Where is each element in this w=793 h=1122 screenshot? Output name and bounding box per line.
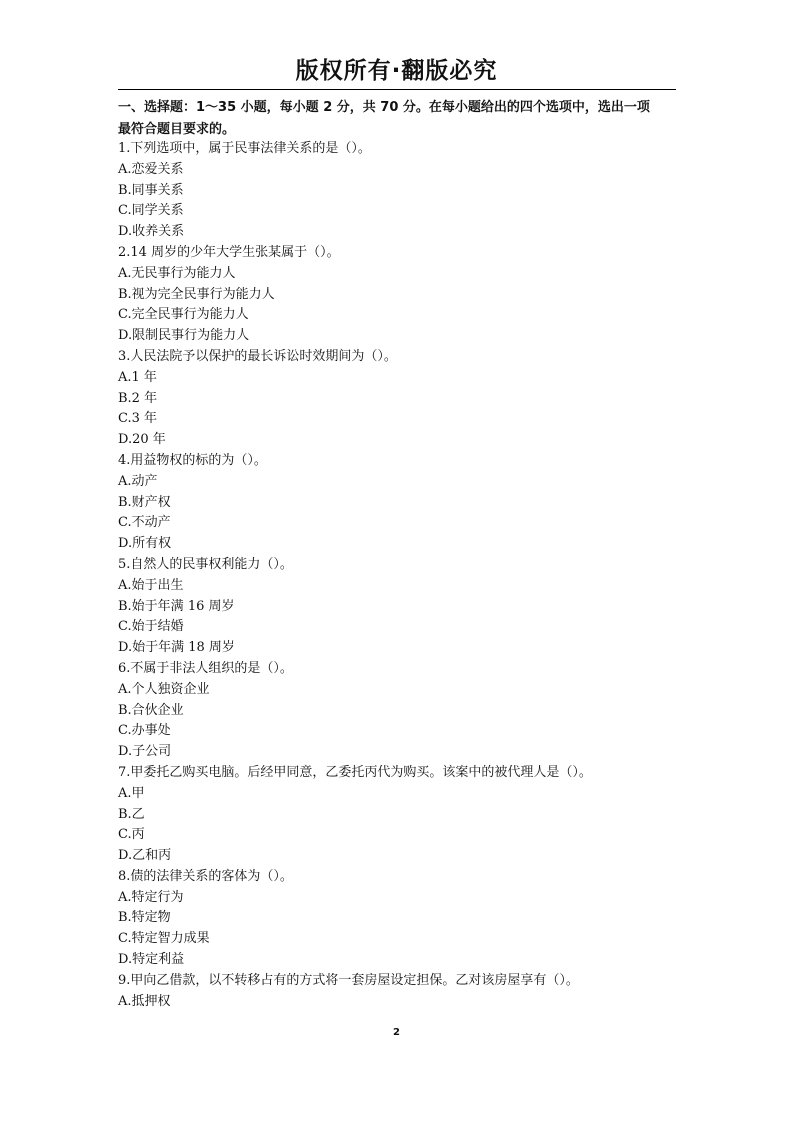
option-d: D.始于年满 18 周岁 xyxy=(118,640,235,656)
question-list xyxy=(118,139,678,1012)
page-header-title: 版权所有·翻版必究 xyxy=(295,58,498,84)
option-b: B.2 年 xyxy=(118,390,158,406)
question-3 xyxy=(118,347,678,451)
option-c: C.完全民事行为能力人 xyxy=(118,307,249,323)
option-c: C.办事处 xyxy=(118,723,171,739)
section-heading-line-2: 最符合题目要求的。 xyxy=(118,122,236,137)
question-stem: 6.不属于非法人组织的是（）。 xyxy=(118,660,293,676)
option-c: C.丙 xyxy=(118,827,145,843)
option-a: A.恋爱关系 xyxy=(118,161,184,177)
option-b: B.财产权 xyxy=(118,494,171,510)
option-b: B.合伙企业 xyxy=(118,702,184,718)
option-a: A.无民事行为能力人 xyxy=(118,265,236,281)
option-a: A.抵押权 xyxy=(118,993,171,1009)
option-c: C.特定智力成果 xyxy=(118,931,210,947)
section-heading xyxy=(118,97,680,141)
option-b: B.视为完全民事行为能力人 xyxy=(118,286,275,302)
option-d: D.收养关系 xyxy=(118,224,185,240)
question-stem: 1.下列选项中，属于民事法律关系的是（）。 xyxy=(118,141,371,156)
question-stem: 4.用益物权的标的为（）。 xyxy=(118,452,267,468)
option-c: C.3 年 xyxy=(118,411,158,427)
option-d: D.乙和丙 xyxy=(118,848,172,864)
question-stem: 5.自然人的民事权利能力（）。 xyxy=(118,556,293,572)
option-a: A.特定行为 xyxy=(118,889,184,905)
option-d: D.所有权 xyxy=(118,536,172,552)
question-2 xyxy=(118,243,678,347)
option-a: A.1 年 xyxy=(118,369,157,385)
option-c: C.不动产 xyxy=(118,515,171,531)
option-a: A.个人独资企业 xyxy=(118,681,210,697)
option-c: C.始于结婚 xyxy=(118,619,184,635)
question-1 xyxy=(118,139,678,243)
question-4 xyxy=(118,451,678,555)
page-number: 2 xyxy=(393,1027,400,1038)
option-d: D.子公司 xyxy=(118,744,172,760)
option-b: B.乙 xyxy=(118,806,145,822)
option-a: A.始于出生 xyxy=(118,577,184,593)
section-heading-line-1: 一、选择题：1～35 小题，每小题 2 分，共 70 分。在每小题给出的四个选项中，选出一项 xyxy=(118,100,650,115)
question-5 xyxy=(118,555,678,659)
question-stem: 2.14 周岁的少年大学生张某属于（）。 xyxy=(118,244,340,260)
option-c: C.同学关系 xyxy=(118,203,184,219)
option-d: D.特定利益 xyxy=(118,952,185,968)
question-7 xyxy=(118,763,678,867)
question-stem: 8.债的法律关系的客体为（）。 xyxy=(118,868,293,884)
option-a: A.动产 xyxy=(118,473,158,489)
question-8 xyxy=(118,867,678,971)
question-stem: 3.人民法院予以保护的最长诉讼时效期间为（）。 xyxy=(118,348,397,364)
option-a: A.甲 xyxy=(118,785,145,801)
question-stem: 9.甲向乙借款，以不转移占有的方式将一套房屋设定担保。乙对该房屋享有（）。 xyxy=(118,972,579,988)
question-stem: 7.甲委托乙购买电脑。后经甲同意，乙委托丙代为购买。该案中的被代理人是（）。 xyxy=(118,764,592,780)
option-b: B.同事关系 xyxy=(118,182,184,198)
option-d: D.20 年 xyxy=(118,432,166,448)
option-b: B.始于年满 16 周岁 xyxy=(118,598,235,614)
option-b: B.特定物 xyxy=(118,910,171,926)
question-9 xyxy=(118,971,678,1013)
option-d: D.限制民事行为能力人 xyxy=(118,328,250,344)
header-divider xyxy=(118,89,676,90)
question-6 xyxy=(118,659,678,763)
